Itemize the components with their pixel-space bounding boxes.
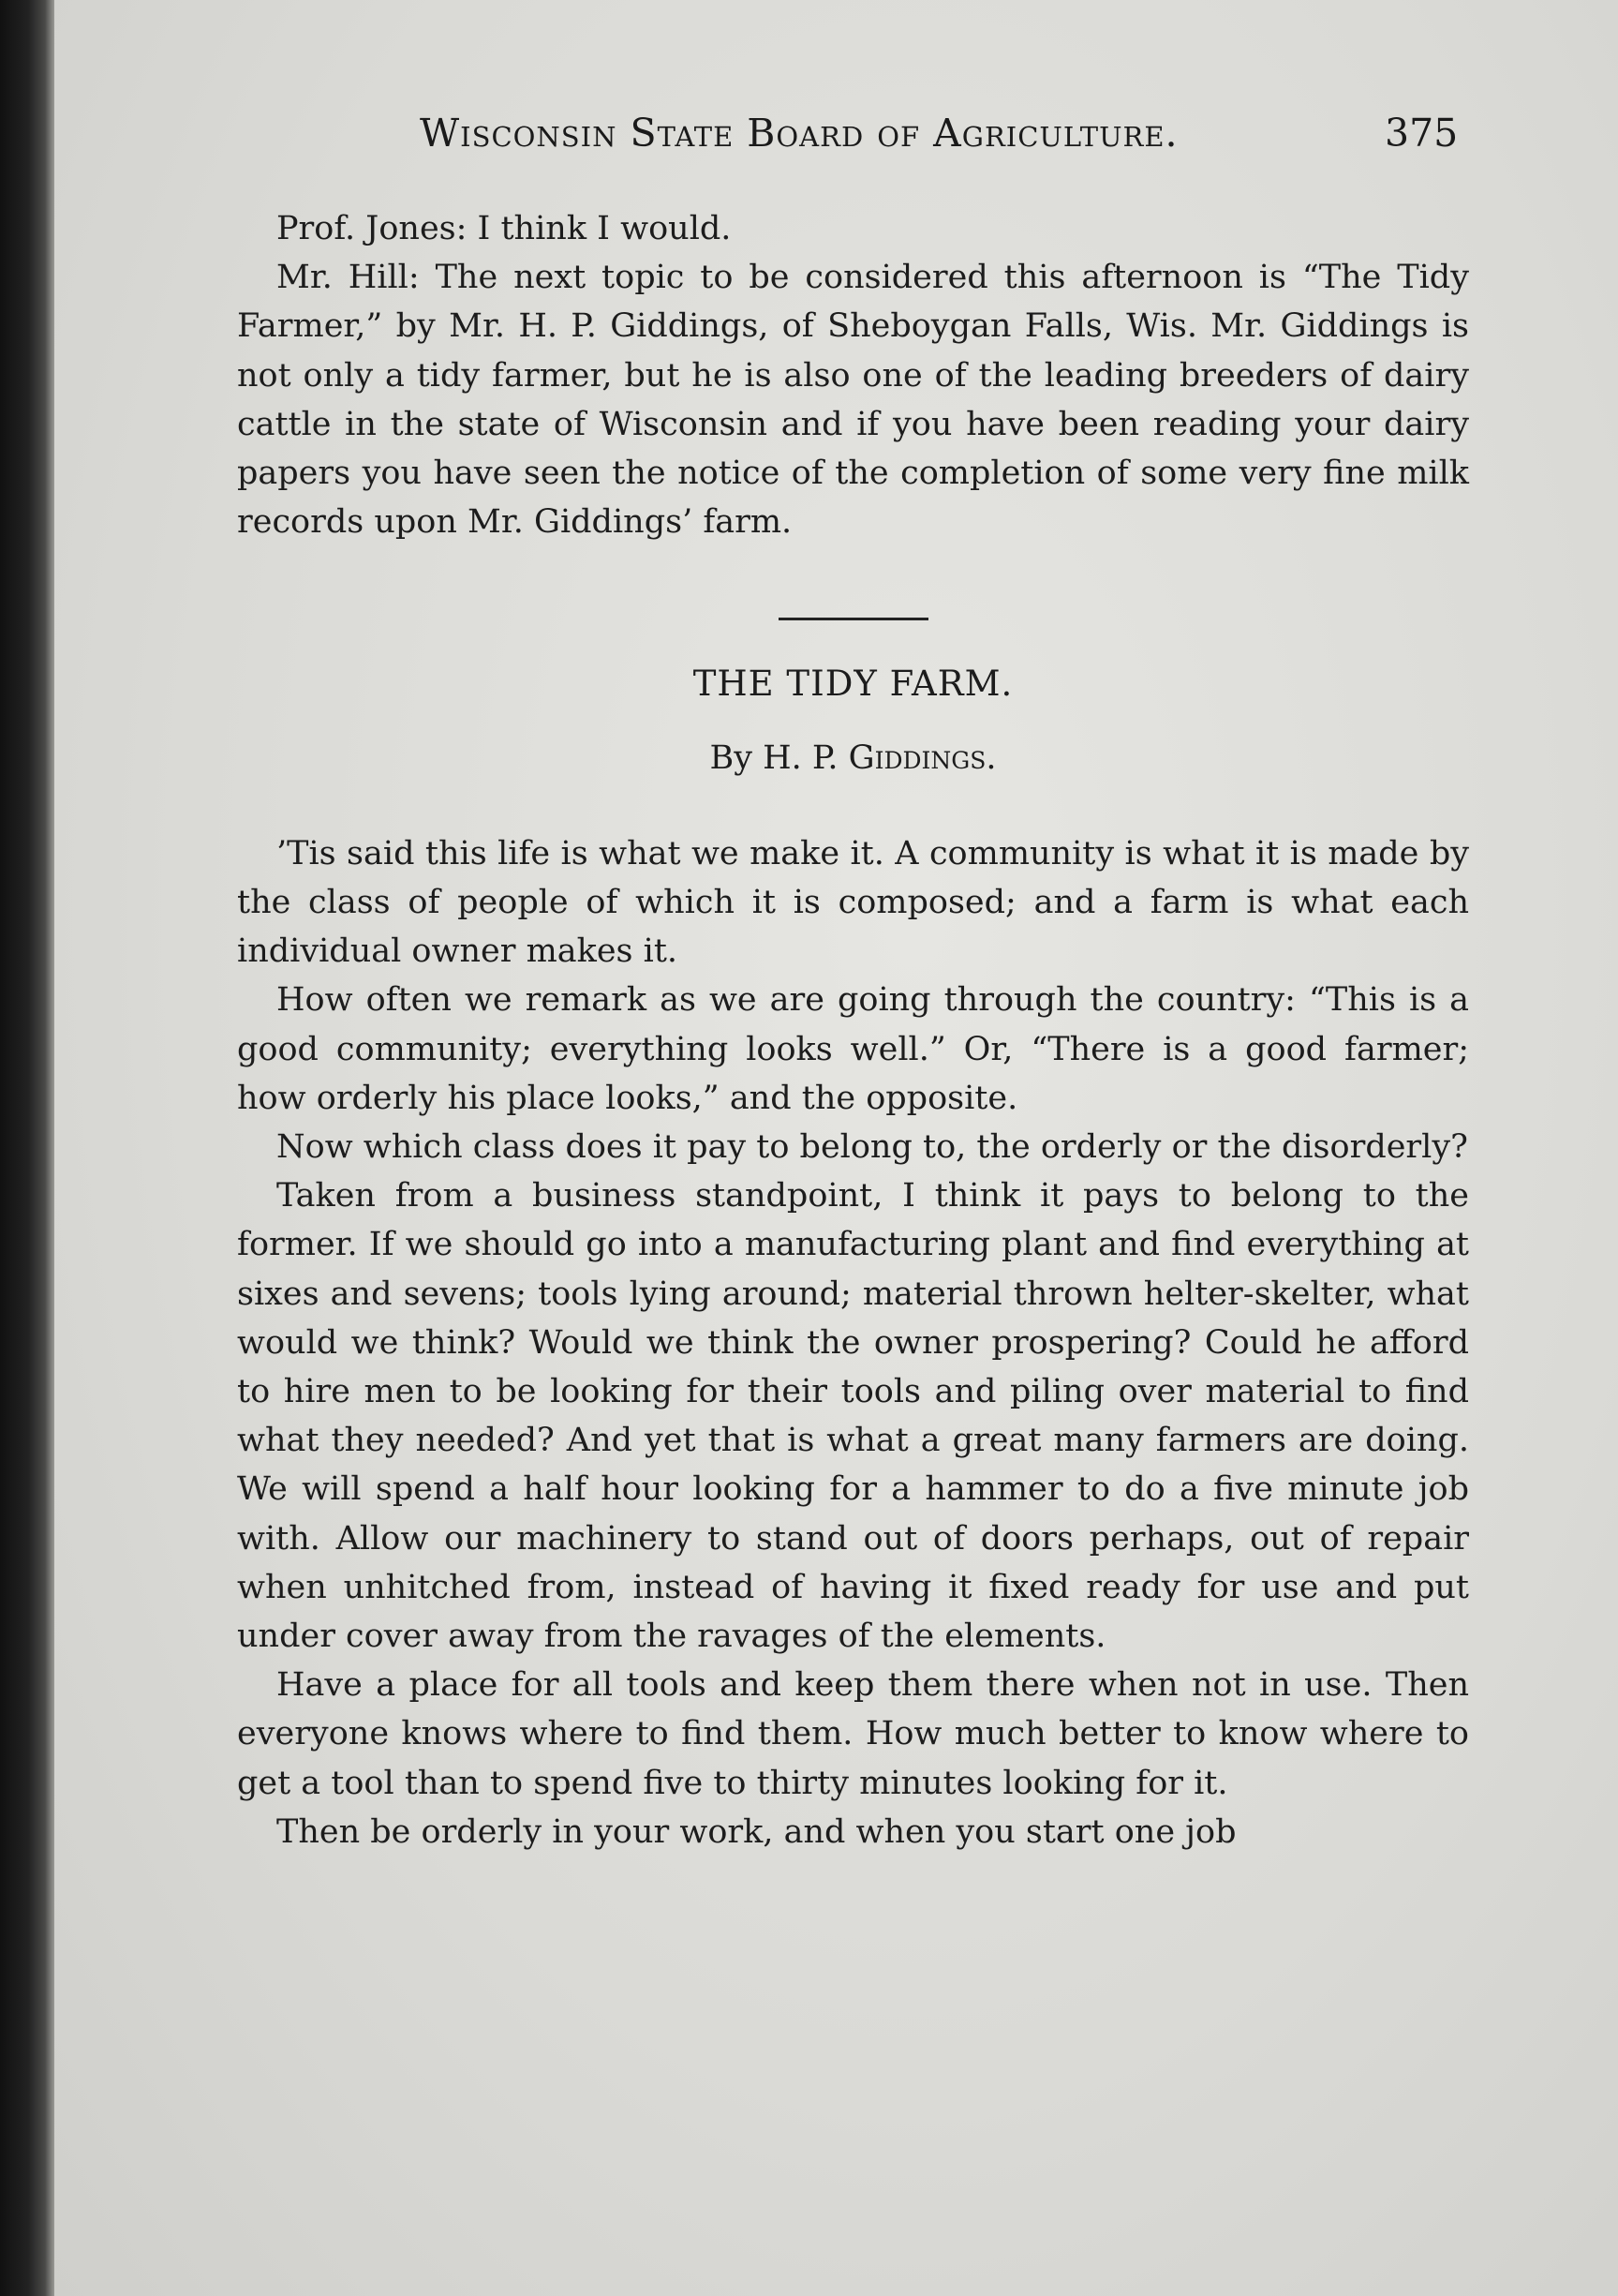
book-binding-edge (0, 0, 54, 2296)
article-paragraph: Now which class does it pay to belong to, the orderly or the disorderly? (276, 1128, 1468, 1167)
article-paragraph: Taken from a business standpoint, I think it pays to belong to the former. If we should go into a manufacturing plant and find everything at sixes and sevens; tools lying around; material thrown helter-skelter, what would we think? Would we think the owner prospering? Could he afford to hire men to be looking for their tools and piling over material to find what they needed? And yet that is what a great many farmers are doing. We will spend a half hour looking for a hammer to do a five minute job with. Allow our machinery to stand out of doors perhaps, out of repair when unhitched from, instead of having it fixed ready for use and put under cover away from the ravages of the elements. (237, 1177, 1469, 1656)
byline-prefix: By (709, 738, 752, 777)
article-paragraph: Have a place for all tools and keep them there when not in use. Then everyone knows where to find them. How much better to know where to get a tool than to spend five to thirty minutes looking for it. (237, 1666, 1469, 1802)
body-text (237, 204, 1469, 1856)
book-page (54, 0, 1618, 2296)
discussion-paragraph: Mr. Hill: The next topic to be considered this afternoon is “The Tidy Farmer,” by Mr. H. P. Giddings, of Sheboygan Falls, Wis. Mr. Giddings is not only a tidy farmer, but he is also one of the leading breeders of dairy cattle in the state of Wisconsin and if you have been reading your dairy papers you have seen the notice of the completion of some very fine milk records upon Mr. Giddings’ farm. (237, 259, 1469, 542)
running-head-title: Wisconsin State Board of Agriculture. (420, 111, 1179, 156)
article-paragraph: Then be orderly in your work, and when you start one job (276, 1812, 1237, 1851)
page-number: 375 (1385, 111, 1459, 156)
running-head (420, 111, 1459, 156)
article-title: THE TIDY FARM. (692, 663, 1014, 705)
article-byline (237, 734, 1469, 783)
article-paragraph: How often we remark as we are going through the country: “This is a good community; everything looks well.” Or, “There is a good farmer; how orderly his place looks,” and the opposite. (237, 981, 1469, 1117)
section-divider (779, 618, 928, 620)
article-paragraph: ’Tis said this life is what we make it. A community is what it is made by the class of people of which it is composed; and a farm is what each individual owner makes it. (237, 834, 1469, 971)
discussion-paragraph: Prof. Jones: I think I would. (276, 210, 732, 247)
byline-author: H. P. Giddings. (763, 738, 997, 777)
